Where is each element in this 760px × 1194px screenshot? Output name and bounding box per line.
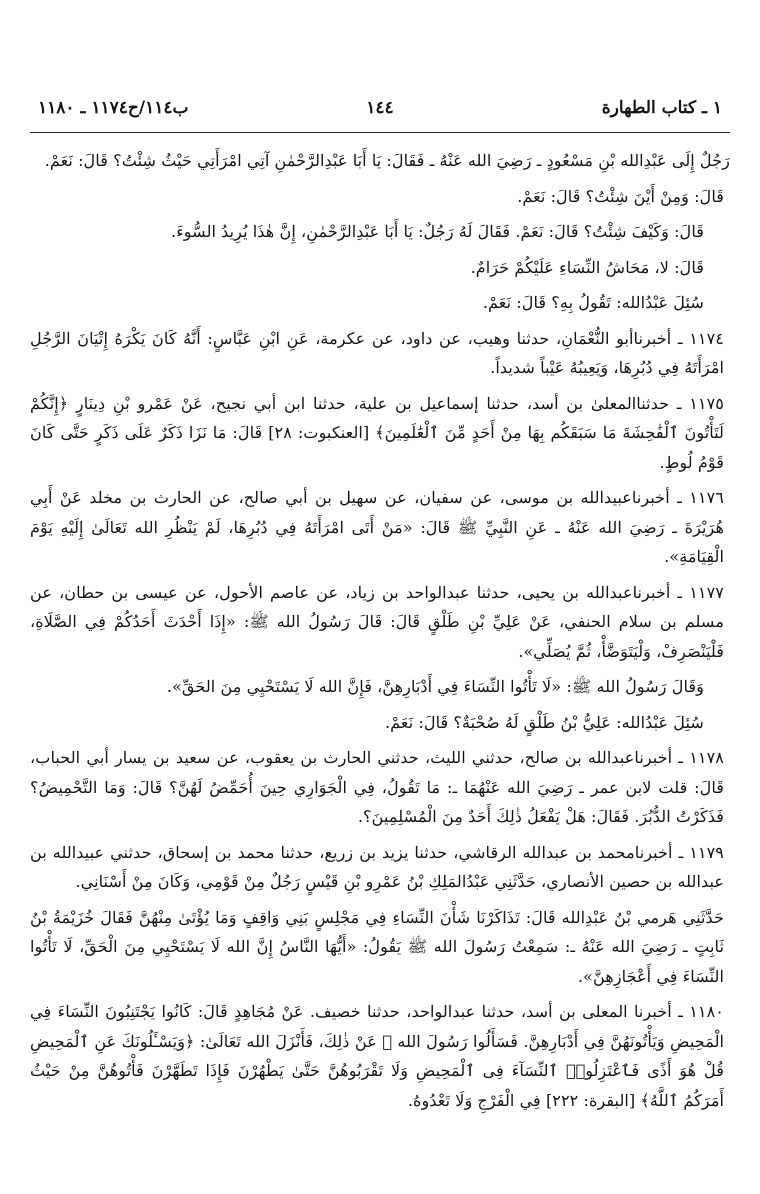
- page-header: [30, 98, 730, 130]
- text-paragraph: سُئِلَ عَبْدُالله: عَلِيُّ بْنُ طَلْقٍ لَهُ صُحْبَةٌ؟ قَالَ: نَعَمْ.: [385, 712, 704, 732]
- hadith-1174: ١١٧٤ ـ أخبرناأبو النُّعْمَانِ، حدثنا وهيب، عن داود، عن عكرمة، عَنِ ابْنِ عَبَّاسٍ: أَنَّهُ كَانَ يَكْرَهُ إِتْيَانَ الرَّجُلِ امْرَأَتَهُ فِي دُبُرِهَا، وَيَعِيبُهُ عَيْباً شديداً.: [30, 328, 724, 377]
- text-paragraph: قَالَ: لا، مَحَاشُ النِّسَاءِ عَلَيْكُمْ حَرَامٌ.: [470, 257, 704, 277]
- text-paragraph: حَدَّثَنِي هَرمي بْنُ عَبْدِالله قَالَ: تَذَاكَرْنَا شَأْنَ النِّسَاءِ فِي مَجْلِسٍ بَنِي وَاقِفٍ وَمَا يُؤْتَىٰ مِنْهُنَّ فَقَالَ خُزَيْمَةُ بْنُ ثَابِتٍ ـ رَضِيَ الله عَنْهُ ـ: سَمِعْتُ رَسُولَ الله ﷺ يَقُولُ: «أَيُّهَا النَّاسُ إِنَّ الله لَا يَسْتَحْيِي مِنَ الْحَقِّ، لَا تَأْتُوا النِّسَاءَ فِي أَعْجَازِهِنَّ».: [30, 907, 724, 986]
- hadith-1175: ١١٧٥ ـ حدثناالمعلىٰ بن أسد، حدثنا إسماعيل بن علية، حدثنا ابن أبي نجيح، عَنْ عَمْرو بْنِ دِينَارٍ ﴿إِنَّكُمْ لَتَأْتُونَ ٱلْفَٰحِشَةَ مَا سَبَقَكُم بِهَا مِنْ أَحَدٍ مِّنَ ٱلْعَٰلَمِينَ﴾ [العنكبوت: ٢٨] قَالَ: مَا نَزَا ذَكَرٌ عَلَى ذَكَرٍ حَتَّى كَانَ قَوْمُ لُوطٍ.: [30, 393, 724, 472]
- hadith-1179: ١١٧٩ ـ أخبرنامحمد بن عبدالله الرقاشي، حدثنا يزيد بن زريع، حدثنا محمد بن إسحاق، حدثني عبيدالله بن عبدالله بن حصين الأنصاري، حَدَّثَنِي عَبْدُالمَلِكِ بْنُ عَمْرِو بْنِ قَيْسٍ رَجُلٌ مِنْ قَوْمِي، وَكَانَ مِنْ أَسْنَانِي.: [30, 842, 724, 891]
- hadith-reference: ب١١٤/ح١١٧٤ ـ ١١٨٠: [38, 98, 189, 118]
- text-paragraph: قَالَ: وَمِنْ أَيْنَ شِئْتُ؟ قَالَ: نَعَمْ.: [517, 186, 724, 206]
- text-paragraph: سُئِلَ عَبْدُالله: تَقُولُ بِهِ؟ قَالَ: نَعَمْ.: [482, 293, 704, 312]
- chapter-title: ١ ـ كتاب الطهارة: [601, 98, 722, 118]
- hadith-1176: ١١٧٦ ـ أخبرناعبيدالله بن موسى، عن سفيان، عن سهيل بن أبي صالح، عن الحارث بن مخلد عَنْ أَبِي هُرَيْرَةَ ـ رَضِيَ الله عَنْهُ ـ عَنِ النَّبِيِّ ﷺ قَالَ: «مَنْ أَتَى امْرَأَتَهُ فِي دُبُرِهَا، لَمْ يَنْظُرِ الله تَعَالَىٰ إِلَيْهِ يَوْمَ الْقِيَامَةِ».: [30, 488, 724, 566]
- header-divider: [30, 132, 730, 133]
- page-body: [30, 146, 730, 1121]
- hadith-1177: ١١٧٧ ـ أخبرناعبدالله بن يحيى، حدثنا عبدالواحد بن زياد، عن عاصم الأحول، عن عيسى بن حطان، عن مسلم بن سلام الحنفي، عَنْ عَلِيِّ بْنِ طَلْقٍ قَالَ: قَالَ رَسُولُ الله ﷺ: «إِذَا أَحْدَثَ أَحَدُكُمْ فِي الصَّلَاةِ، فَلْيَنْصَرِفْ، وَلْيَتَوَضَّأْ، ثُمَّ يُصَلِّي».: [30, 582, 724, 661]
- page-number: ١٤٤: [366, 98, 394, 118]
- text-paragraph: وَقَالَ رَسُولُ الله ﷺ: «لَا تَأْتُوا النِّسَاءَ فِي أَدْبَارِهِنَّ، فَإِنَّ الله لَا يَسْتَحْيِي مِنَ الحَقِّ».: [166, 677, 704, 696]
- hadith-1178: ١١٧٨ ـ أخبرناعبدالله بن صالح، حدثني الليث، حدثني الحارث بن يعقوب، عن سعيد بن يسار أبي الحباب، قَالَ: قلت لابن عمر ـ رَضِيَ الله عَنْهُمَا ـ: مَا تَقُولُ، فِي الْجَوَارِي حِينَ أُحَمِّضُ لَهُنَّ؟ قَالَ: وَمَا التَّحْمِيضُ؟ فَذَكَرْتُ الدُّبُرَ. فَقَالَ: هَلْ يَفْعَلُ ذٰلِكَ أَحَدٌ مِنَ الْمُسْلِمِينَ؟.: [30, 748, 724, 826]
- text-paragraph: رَجُلٌ إِلَى عَبْدِالله بْنِ مَسْعُودٍ ـ رَضِيَ الله عَنْهُ ـ فَقَالَ: يَا أَبَا عَبْدِالرَّحْمٰنِ آتِي امْرَأَتِي حَيْثُ شِئْتُ؟ قَالَ: نَعَمْ.: [44, 151, 730, 170]
- text-paragraph: قَالَ: وَكَيْفَ شِئْتُ؟ قَالَ: نَعَمْ. فَقَالَ لَهُ رَجُلٌ: يَا أَبَا عَبْدِالرَّحْمٰنِ، إِنَّ هٰذَا يُرِيدُ السُّوءَ.: [171, 222, 704, 241]
- hadith-1180: ١١٨٠ ـ أخبرنا المعلى بن أسد، حدثنا عبدالواحد، حدثنا خصيف. عَنْ مُجَاهِدٍ قَالَ: كَانُوا يَجْتَنِبُونَ النِّسَاءَ فِي الْمَحِيضِ وَيَأْتُونَهُنَّ فِي أَدْبَارِهِنَّ. فَسَأَلُوا رَسُولَ الله ﷺ عَنْ ذٰلِكَ، فَأَنْزَلَ الله تَعَالَىٰ: ﴿وَيَسْـَٔلُونَكَ عَنِ ٱلْمَحِيضِ قُلْ هُوَ أَذًى فَٱعْتَزِلُوا۟ ٱلنِّسَآءَ فِى ٱلْمَحِيضِ وَلَا تَقْرَبُوهُنَّ حَتَّىٰ يَطْهُرْنَ فَإِذَا تَطَهَّرْنَ فَأْتُوهُنَّ مِنْ حَيْثُ أَمَرَكُمُ ٱللَّهُ﴾ [البقرة: ٢٢٢] فِي الْفَرْجِ وَلَا تَعْدُوهُ.: [30, 1002, 724, 1110]
